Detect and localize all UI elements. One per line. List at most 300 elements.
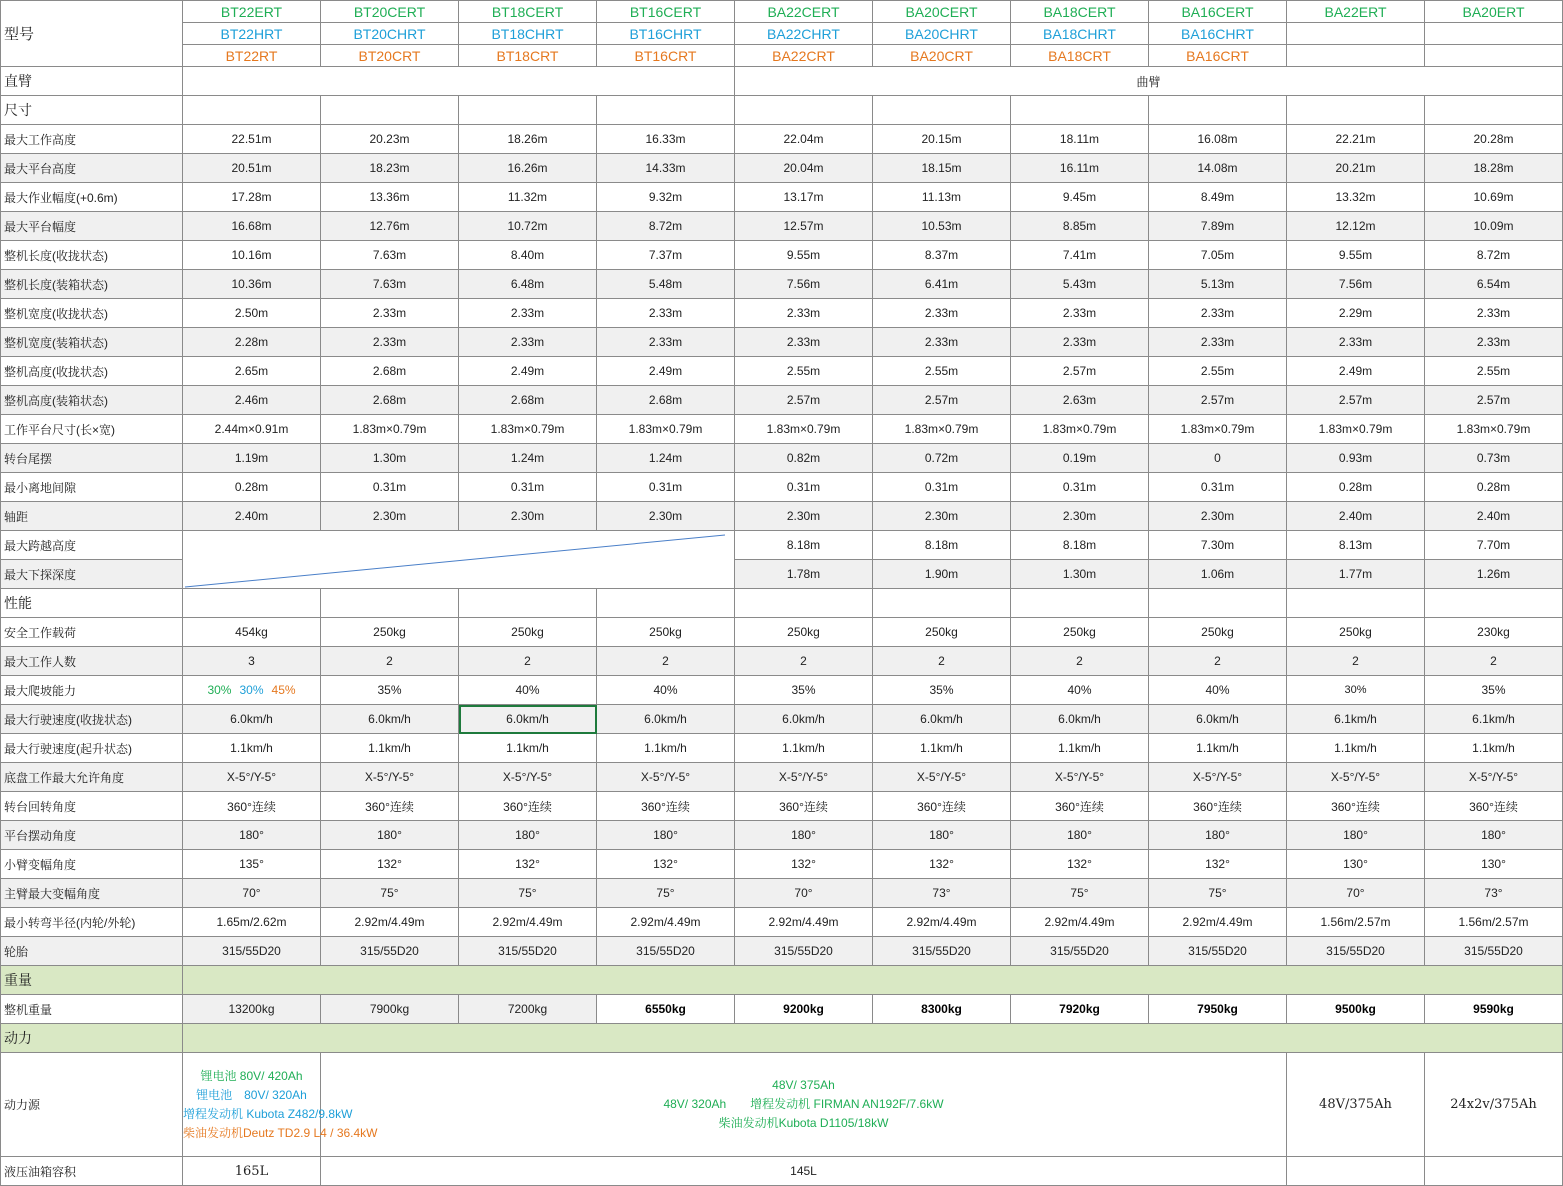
value-cell: 454kg [183,618,321,647]
value-cell: 35% [321,676,459,705]
value-cell: 12.12m [1287,212,1425,241]
value-cell: 180° [597,821,735,850]
value-cell: 2.49m [459,357,597,386]
empty-cell [1149,96,1287,125]
model-name: BA20CRT [873,45,1011,67]
section-fill [183,966,1563,995]
row-label: 最大作业幅度(+0.6m) [1,183,183,212]
value-cell: 0.31m [873,473,1011,502]
value-cell: 40% [597,676,735,705]
model-name: BA22CRT [735,45,873,67]
value-cell: 180° [1011,821,1149,850]
value-cell: 10.09m [1425,212,1563,241]
value-cell: 7900kg [321,995,459,1024]
value-cell: 2.30m [459,502,597,531]
value-cell: 2.92m/4.49m [1149,908,1287,937]
value-cell: 130° [1287,850,1425,879]
value-cell: 360°连续 [1287,792,1425,821]
model-name: BA16CERT [1149,1,1287,23]
value-cell: 1.83m×0.79m [735,415,873,444]
section-row [1,1024,1563,1053]
value-cell: 132° [1011,850,1149,879]
value-cell: 6.54m [1425,270,1563,299]
empty-cell [183,589,321,618]
value-cell: 2.33m [1011,299,1149,328]
value-cell: 2.30m [873,502,1011,531]
value-cell: 10.16m [183,241,321,270]
value-cell: X-5°/Y-5° [183,763,321,792]
value-cell: X-5°/Y-5° [459,763,597,792]
power-line: 48V/ 320Ah 增程发动机 FIRMAN AN192F/7.6kW [663,1097,944,1111]
value-cell: 2.33m [321,299,459,328]
value-cell: 11.32m [459,183,597,212]
section-row [1,589,1563,618]
value-cell: 20.23m [321,125,459,154]
power-mid [321,1053,1287,1157]
value-cell: 75° [321,879,459,908]
row-label: 平台摆动角度 [1,821,183,850]
value-cell: 1.06m [1149,560,1287,589]
value-cell: 1.30m [321,444,459,473]
value-cell: 0.28m [183,473,321,502]
row-label: 最大工作高度 [1,125,183,154]
performance-row [1,647,1563,676]
row-label: 最大跨越高度 [1,531,183,560]
row-label: 整机宽度(收拢状态) [1,299,183,328]
value-cell: 9590kg [1425,995,1563,1024]
value-cell: 2.30m [1149,502,1287,531]
value-cell: 75° [597,879,735,908]
empty-cell [459,96,597,125]
value-cell: 180° [321,821,459,850]
dimension-row [1,125,1563,154]
empty-cell [597,96,735,125]
value-cell: 40% [1011,676,1149,705]
value-cell: X-5°/Y-5° [597,763,735,792]
climb-multi-cell [183,676,321,705]
performance-row [1,850,1563,879]
dimension-row [1,299,1563,328]
row-label: 整机重量 [1,995,183,1024]
value-cell: 0.28m [1425,473,1563,502]
value-cell: 1.1km/h [1011,734,1149,763]
value-cell: 2.92m/4.49m [1011,908,1149,937]
value-cell: 132° [1149,850,1287,879]
value-cell: 2.57m [1287,386,1425,415]
empty-cell [1425,1157,1563,1186]
value-cell: 18.26m [459,125,597,154]
model-name: BA18CHRT [1011,23,1149,45]
value-cell: 1.83m×0.79m [873,415,1011,444]
value-cell: 1.24m [597,444,735,473]
value-cell: 6.0km/h [1011,705,1149,734]
value-cell: 250kg [1149,618,1287,647]
curved-boom-label: 曲臂 [735,67,1563,96]
value-cell: 2.33m [873,328,1011,357]
dimension-row [1,473,1563,502]
model-name: BT18CRT [459,45,597,67]
value-cell: 7.05m [1149,241,1287,270]
value-cell: 2.29m [1287,299,1425,328]
row-label: 最大爬坡能力 [1,676,183,705]
value-cell: 1.1km/h [1149,734,1287,763]
value-cell: X-5°/Y-5° [321,763,459,792]
value-cell: 2.30m [1011,502,1149,531]
performance-row [1,792,1563,821]
value-cell: 6.0km/h [183,705,321,734]
value-cell: 2.49m [1287,357,1425,386]
value-cell: 10.53m [873,212,1011,241]
model-header-row [1,23,1563,45]
value-cell: 12.76m [321,212,459,241]
row-label: 小臂变幅角度 [1,850,183,879]
value-cell: 13.17m [735,183,873,212]
value-cell: 7.70m [1425,531,1563,560]
row-label: 最大平台高度 [1,154,183,183]
value-cell: 6.0km/h [597,705,735,734]
dimension-row [1,502,1563,531]
value-cell: 1.1km/h [873,734,1011,763]
value-cell: 8300kg [873,995,1011,1024]
row-label: 轮胎 [1,937,183,966]
value-cell: 2 [1149,647,1287,676]
model-name: BT20CRT [321,45,459,67]
value-cell: 315/55D20 [459,937,597,966]
value-cell: 5.13m [1149,270,1287,299]
model-name: BA16CHRT [1149,23,1287,45]
value-cell: 132° [735,850,873,879]
value-cell: 1.1km/h [321,734,459,763]
dimension-row [1,328,1563,357]
row-label: 整机宽度(装箱状态) [1,328,183,357]
value-cell: 22.04m [735,125,873,154]
empty-cell [735,589,873,618]
straight-boom-label: 直臂 [1,67,183,96]
dimension-row [1,357,1563,386]
row-label: 最大行驶速度(收拢状态) [1,705,183,734]
value-cell: 315/55D20 [1425,937,1563,966]
value-cell: 2.57m [735,386,873,415]
value-cell: 2.44m×0.91m [183,415,321,444]
row-label: 底盘工作最大允许角度 [1,763,183,792]
climb-value: 45% [271,683,296,697]
value-cell: 1.83m×0.79m [1011,415,1149,444]
value-cell: 75° [1011,879,1149,908]
value-cell: 18.11m [1011,125,1149,154]
value-cell: 24x2v/375Ah [1425,1053,1563,1157]
value-cell: 6.0km/h [735,705,873,734]
value-cell: 2.30m [321,502,459,531]
value-cell: 315/55D20 [1287,937,1425,966]
value-cell: 250kg [873,618,1011,647]
row-label: 最小离地间隙 [1,473,183,502]
power-line: 锂电池 80V/ 420Ah [200,1068,303,1083]
dimension-row [1,241,1563,270]
value-cell: 360°连续 [735,792,873,821]
dimension-row [1,183,1563,212]
power-line: 增程发动机 Kubota Z482/9.8kW [183,1106,353,1121]
value-cell: 9200kg [735,995,873,1024]
value-cell: 360°连续 [321,792,459,821]
model-label: 型号 [1,1,183,67]
value-cell: X-5°/Y-5° [1011,763,1149,792]
value-cell: 8.18m [1011,531,1149,560]
value-cell: 70° [1287,879,1425,908]
empty-cell [1011,96,1149,125]
value-cell: 135° [183,850,321,879]
value-cell: 2.49m [597,357,735,386]
value-cell: 16.08m [1149,125,1287,154]
value-cell: 0.31m [1149,473,1287,502]
performance-row [1,821,1563,850]
value-cell: 16.68m [183,212,321,241]
value-cell: 2 [1425,647,1563,676]
value-cell: 315/55D20 [1011,937,1149,966]
climb-value: 30% [239,683,264,697]
value-cell: 0.19m [1011,444,1149,473]
value-cell: X-5°/Y-5° [873,763,1011,792]
value-cell: 2.68m [597,386,735,415]
value-cell: 2.68m [321,357,459,386]
hydraulic-row [1,1157,1563,1186]
value-cell: 6.0km/h [321,705,459,734]
model-name [1287,45,1425,67]
empty-cell [873,589,1011,618]
value-cell: 0.31m [321,473,459,502]
value-cell: 360°连续 [873,792,1011,821]
value-cell: 132° [597,850,735,879]
power-line: 柴油发动机Deutz TD2.9 L4 / 36.4kW [183,1125,378,1140]
value-cell: 2.30m [597,502,735,531]
model-name: BT20CHRT [321,23,459,45]
value-cell: 2.40m [1425,502,1563,531]
value-cell: 75° [1149,879,1287,908]
diagonal-stroke [185,535,725,587]
value-cell: 0.82m [735,444,873,473]
performance-row [1,734,1563,763]
section-power: 动力 [1,1024,183,1053]
model-name: BA18CERT [1011,1,1149,23]
performance-row [1,676,1563,705]
straight-boom-span [183,67,735,96]
value-cell: 250kg [1011,618,1149,647]
value-cell: 250kg [321,618,459,647]
value-cell: 18.28m [1425,154,1563,183]
dimension-row [1,212,1563,241]
value-cell: 16.26m [459,154,597,183]
value-cell: 13.36m [321,183,459,212]
value-cell: 2.68m [321,386,459,415]
value-cell: 9.45m [1011,183,1149,212]
value-cell: 250kg [735,618,873,647]
value-cell: 250kg [597,618,735,647]
value-cell: 0.93m [1287,444,1425,473]
value-cell: 2.50m [183,299,321,328]
diagonal-line [183,531,735,589]
value-cell: 2.33m [1011,328,1149,357]
value-cell: 1.1km/h [183,734,321,763]
value-cell: 2.33m [321,328,459,357]
empty-cell [1287,96,1425,125]
value-cell: 73° [873,879,1011,908]
value-cell: 2.33m [1425,299,1563,328]
value-cell: 16.33m [597,125,735,154]
value-cell: 180° [183,821,321,850]
model-name: BT22RT [183,45,321,67]
value-cell: 7.30m [1149,531,1287,560]
row-label: 整机长度(收拢状态) [1,241,183,270]
value-cell: 7920kg [1011,995,1149,1024]
value-cell: 6.48m [459,270,597,299]
value-cell: 2 [735,647,873,676]
value-cell: 1.65m/2.62m [183,908,321,937]
value-cell: 2.33m [735,328,873,357]
value-cell: 8.49m [1149,183,1287,212]
value-cell: 6.1km/h [1287,705,1425,734]
value-cell: 40% [459,676,597,705]
value-cell: 2.68m [459,386,597,415]
value-cell: 20.21m [1287,154,1425,183]
value-cell: 180° [459,821,597,850]
model-header-row [1,45,1563,67]
value-cell: 22.21m [1287,125,1425,154]
value-cell: X-5°/Y-5° [1287,763,1425,792]
value-cell: 13200kg [183,995,321,1024]
empty-cell [1425,96,1563,125]
value-cell: 2.30m [735,502,873,531]
value-cell: 1.83m×0.79m [1287,415,1425,444]
value-cell: 1.1km/h [459,734,597,763]
value-cell: 7.37m [597,241,735,270]
value-cell: 0.73m [1425,444,1563,473]
performance-row [1,705,1563,734]
row-label: 最大工作人数 [1,647,183,676]
value-cell: 8.37m [873,241,1011,270]
power-line: 48V/ 375Ah [772,1078,835,1092]
model-name: BT16CERT [597,1,735,23]
power-line: 锂电池 80V/ 320Ah [196,1087,307,1102]
empty-cell [1287,1157,1425,1186]
model-name: BA22CERT [735,1,873,23]
dimension-row [1,415,1563,444]
empty-cell [1287,589,1425,618]
value-cell: 30% [1287,676,1425,705]
value-cell: 2 [597,647,735,676]
row-label: 主臂最大变幅角度 [1,879,183,908]
value-cell: 7.56m [1287,270,1425,299]
value-cell: 35% [735,676,873,705]
value-cell: 315/55D20 [873,937,1011,966]
value-cell: 250kg [1287,618,1425,647]
value-cell: 2.57m [1425,386,1563,415]
value-cell: 2.33m [1149,328,1287,357]
row-label: 最大平台幅度 [1,212,183,241]
model-name: BA20CHRT [873,23,1011,45]
model-header-row [1,1,1563,23]
value-cell: 132° [459,850,597,879]
value-cell: 2.92m/4.49m [321,908,459,937]
selected-cell[interactable]: 6.0km/h [459,705,597,734]
value-cell: 2.57m [873,386,1011,415]
value-cell: X-5°/Y-5° [735,763,873,792]
row-label: 整机高度(装箱状态) [1,386,183,415]
value-cell: 1.1km/h [1425,734,1563,763]
section-weight: 重量 [1,966,183,995]
value-cell: 5.43m [1011,270,1149,299]
value-cell: 8.85m [1011,212,1149,241]
value-cell: 1.30m [1011,560,1149,589]
value-cell: 165L [183,1157,321,1186]
model-name: BA22CHRT [735,23,873,45]
value-cell: 73° [1425,879,1563,908]
section-fill [183,1024,1563,1053]
empty-cell [183,96,321,125]
value-cell: 2 [1011,647,1149,676]
value-cell: 2 [1287,647,1425,676]
value-cell: 1.24m [459,444,597,473]
model-name: BT22HRT [183,23,321,45]
value-cell: 6550kg [597,995,735,1024]
value-cell: 132° [321,850,459,879]
value-cell: 6.1km/h [1425,705,1563,734]
value-cell: 17.28m [183,183,321,212]
value-cell: 35% [1425,676,1563,705]
model-name: BT22ERT [183,1,321,23]
row-label: 转台尾摆 [1,444,183,473]
value-cell: 2.33m [459,299,597,328]
value-cell: 0.28m [1287,473,1425,502]
value-cell: 0.72m [873,444,1011,473]
value-cell: 2.33m [597,328,735,357]
row-label: 动力源 [1,1053,183,1157]
value-cell: 1.19m [183,444,321,473]
row-label: 工作平台尺寸(长×宽) [1,415,183,444]
model-name [1287,23,1425,45]
value-cell: 1.78m [735,560,873,589]
value-cell: 360°连续 [1425,792,1563,821]
value-cell: 1.83m×0.79m [459,415,597,444]
value-cell: 2.57m [1149,386,1287,415]
row-label: 安全工作载荷 [1,618,183,647]
value-cell: 7.63m [321,270,459,299]
value-cell: 1.56m/2.57m [1425,908,1563,937]
value-cell: 9.55m [735,241,873,270]
value-cell: 12.57m [735,212,873,241]
performance-row [1,618,1563,647]
performance-row [1,763,1563,792]
value-cell: 0.31m [735,473,873,502]
row-label: 转台回转角度 [1,792,183,821]
value-cell: 13.32m [1287,183,1425,212]
model-name: BT16CHRT [597,23,735,45]
value-cell: 1.1km/h [1287,734,1425,763]
value-cell: 180° [1425,821,1563,850]
value-cell: 1.26m [1425,560,1563,589]
value-cell: 7950kg [1149,995,1287,1024]
value-cell: 0.31m [1011,473,1149,502]
value-cell: 3 [183,647,321,676]
value-cell: 7.56m [735,270,873,299]
value-cell: 1.83m×0.79m [321,415,459,444]
value-cell: 2.92m/4.49m [597,908,735,937]
value-cell: X-5°/Y-5° [1425,763,1563,792]
row-label: 整机长度(装箱状态) [1,270,183,299]
row-label: 最大行驶速度(起升状态) [1,734,183,763]
model-name: BA16CRT [1149,45,1287,67]
model-name: BT18CERT [459,1,597,23]
model-name [1425,23,1563,45]
value-cell: 315/55D20 [597,937,735,966]
